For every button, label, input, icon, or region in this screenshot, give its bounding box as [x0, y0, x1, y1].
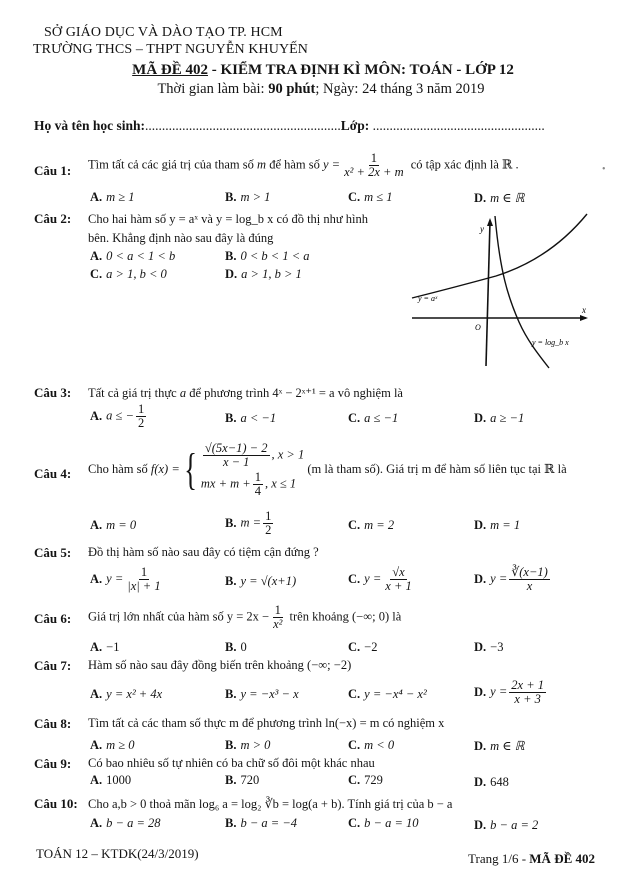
case-1 — [201, 442, 304, 469]
fraction — [136, 403, 146, 430]
option-d[interactable] — [474, 640, 503, 655]
condition: , x > 1 — [271, 447, 305, 462]
option-letter: A. — [90, 190, 103, 204]
numerator: 1 — [140, 565, 148, 579]
numerator: 1 — [137, 402, 145, 416]
student-name-blank[interactable]: .......................................................... — [145, 118, 341, 133]
variable: m — [257, 157, 267, 172]
y-axis-arrow-icon — [487, 218, 493, 226]
option-text: m = — [240, 515, 262, 530]
option-lhs: y = — [490, 684, 508, 699]
option-d[interactable] — [474, 775, 509, 790]
question-text: Đồ thị hàm số nào sau đây có tiệm cận đứng ? — [88, 545, 319, 559]
denominator: 2 — [265, 523, 272, 538]
exam-code: MÃ ĐỀ 402 — [132, 62, 208, 78]
student-name-label: Họ và tên học sinh: — [34, 118, 146, 133]
option-letter: C. — [348, 687, 361, 701]
footer-exam-code: MÃ ĐỀ 402 — [529, 851, 595, 866]
numerator: 1 — [370, 151, 377, 165]
option-letter: B. — [225, 816, 237, 830]
option-lhs: y = — [364, 571, 382, 586]
question-label: Câu 6: — [34, 611, 72, 626]
option-b[interactable] — [225, 687, 299, 702]
option-letter: B. — [225, 249, 237, 263]
option-text: y = √(x+1) — [240, 574, 297, 588]
option-text: y = x² + 4x — [106, 687, 163, 701]
option-letter: D. — [474, 518, 487, 532]
curve-label-exp: y = aˣ — [418, 294, 438, 303]
option-letter: D. — [474, 571, 487, 586]
question-text: Hàm số nào sau đây đồng biến trên khoảng (−∞; −2) — [88, 658, 352, 672]
option-letter: C. — [348, 640, 361, 654]
option-text: 0 < a < 1 < b — [106, 249, 176, 263]
option-c[interactable] — [348, 190, 393, 205]
option-letter: C. — [348, 190, 361, 204]
option-letter: D. — [474, 411, 487, 425]
class-label: Lớp: — [340, 118, 370, 133]
brace-icon: { — [183, 445, 197, 495]
origin-label: O — [475, 323, 481, 332]
option-c[interactable] — [348, 566, 416, 593]
option-a[interactable] — [90, 403, 148, 430]
numerator: 1 — [265, 509, 272, 523]
option-letter: C. — [348, 773, 361, 787]
option-c[interactable] — [348, 518, 394, 533]
fraction — [509, 566, 550, 593]
option-d[interactable] — [474, 566, 552, 593]
option-text: 648 — [490, 775, 509, 789]
option-text: a ≤ − — [106, 408, 134, 423]
numerator: 1 — [274, 603, 281, 617]
class-blank[interactable]: ................................................... — [369, 118, 545, 133]
denominator: x + 1 — [385, 579, 412, 594]
piecewise-cases — [201, 442, 304, 499]
numerator: 1 — [254, 470, 261, 485]
department-name: SỞ GIÁO DỤC VÀ DÀO TẠO TP. HCM — [44, 25, 283, 40]
option-a[interactable] — [90, 566, 165, 593]
option-letter: A. — [90, 249, 103, 263]
option-letter: A. — [90, 571, 103, 586]
option-text: m = 0 — [106, 518, 137, 532]
option-b[interactable] — [225, 738, 270, 753]
text: Tìm tất cả các giá trị của tham số — [88, 157, 258, 172]
option-letter: D. — [474, 739, 487, 753]
option-a[interactable] — [90, 518, 136, 533]
option-letter: C. — [348, 411, 361, 425]
option-c[interactable] — [348, 816, 419, 831]
option-d[interactable] — [474, 738, 525, 754]
footer-page-info — [468, 851, 595, 867]
text: để hàm số — [266, 157, 323, 172]
exam-title — [0, 62, 626, 79]
y-axis — [486, 222, 490, 366]
option-text: m ∈ ℝ — [490, 191, 525, 205]
option-text: m ≤ 1 — [364, 190, 393, 204]
numerator: √(5x−1) − 2 — [204, 441, 268, 455]
function-graph — [404, 212, 626, 374]
option-letter: C. — [348, 571, 361, 586]
option-letter: D. — [474, 640, 487, 654]
fraction — [253, 471, 263, 498]
option-text: y = −x⁴ − x² — [364, 687, 427, 701]
option-a[interactable] — [90, 190, 135, 205]
option-text: a < −1 — [240, 411, 277, 425]
time-label: Thời gian làm bài: — [157, 81, 269, 97]
option-c[interactable] — [348, 640, 377, 655]
page-number: Trang 1/6 - — [468, 851, 530, 866]
option-text: a ≤ −1 — [364, 411, 399, 425]
question-label: Câu 4: — [34, 466, 72, 481]
question-text: Cho a,b > 0 thoả mãn log₆ a = log₂ ∛b = log(a + b). Tính giá trị của b − a — [88, 797, 453, 811]
denominator: x² + 2x + m — [344, 165, 404, 180]
option-text: y = −x³ − x — [240, 687, 299, 701]
option-text: m > 0 — [240, 738, 271, 752]
option-letter: B. — [225, 411, 237, 425]
option-text: 729 — [364, 773, 383, 787]
option-d[interactable] — [474, 411, 524, 426]
option-text: −1 — [106, 640, 120, 654]
option-letter: C. — [348, 816, 361, 830]
option-letter: B. — [225, 574, 237, 588]
question-text — [88, 152, 519, 179]
option-letter: D. — [474, 775, 487, 789]
expression: mx + m + — [200, 476, 251, 491]
function-name: f(x) = — [150, 462, 180, 477]
text: có tập xác định là ℝ . — [407, 157, 519, 172]
fraction — [342, 152, 406, 179]
option-letter: B. — [225, 515, 237, 530]
question-text: Tìm tất cả các tham số thực m để phương trình ln(−x) = m có nghiệm x — [88, 716, 445, 730]
option-text: m = 2 — [364, 518, 395, 532]
question-text: Cho hai hàm số y = aˣ và y = log_b x có đồ thị như hình — [88, 212, 369, 226]
option-text: m = 1 — [490, 518, 521, 532]
x-axis-label: x — [582, 305, 586, 315]
option-b[interactable] — [225, 249, 310, 264]
denominator: 2 — [137, 416, 145, 431]
question-label: Câu 10: — [34, 796, 78, 811]
question-label: Câu 5: — [34, 545, 72, 560]
text: để phương trình 4ˣ − 2ˣ⁺¹ = a vô nghiệm là — [186, 386, 403, 400]
option-b[interactable] — [225, 816, 297, 831]
question-label: Câu 2: — [34, 211, 72, 226]
y-axis-label: y — [480, 224, 484, 234]
option-text: 720 — [240, 773, 260, 787]
x-axis-arrow-icon — [580, 315, 588, 321]
option-d[interactable] — [225, 267, 302, 282]
option-b[interactable] — [225, 773, 259, 788]
option-letter: D. — [474, 818, 487, 832]
denominator: |x| + 1 — [127, 579, 161, 594]
question-text — [88, 442, 567, 499]
option-d[interactable] — [474, 518, 520, 533]
fraction — [263, 510, 273, 537]
option-text: m < 0 — [364, 738, 395, 752]
option-letter: B. — [225, 190, 237, 204]
option-text: b − a = 28 — [106, 816, 161, 830]
option-text: m > 1 — [240, 190, 271, 204]
option-c[interactable] — [348, 687, 427, 702]
student-info-line — [34, 118, 545, 134]
option-text: −3 — [490, 640, 504, 654]
question-text — [88, 604, 401, 631]
option-letter: B. — [225, 640, 237, 654]
fraction — [383, 566, 413, 593]
question-label: Câu 7: — [34, 658, 72, 673]
option-letter: D. — [474, 684, 487, 699]
numerator: √x — [392, 565, 405, 579]
option-b[interactable] — [225, 190, 270, 205]
option-text: −2 — [364, 640, 378, 654]
option-text: a ≥ −1 — [490, 411, 525, 425]
text: trên khoảng (−∞; 0) là — [286, 609, 402, 624]
option-a[interactable] — [90, 773, 131, 788]
fraction — [203, 442, 270, 469]
exam-title-text: - KIỂM TRA ĐỊNH KÌ MÔN: TOÁN - LỚP 12 — [207, 62, 514, 78]
denominator: x − 1 — [222, 455, 250, 470]
option-a[interactable] — [90, 249, 175, 264]
option-letter: A. — [90, 518, 103, 532]
exam-date: ; Ngày: 24 tháng 3 năm 2019 — [315, 81, 485, 97]
option-b[interactable] — [225, 574, 296, 589]
option-d[interactable] — [474, 818, 538, 833]
question-text: bên. Khẳng định nào sau đây là đúng — [88, 231, 274, 245]
question-label: Câu 3: — [34, 385, 72, 400]
option-letter: A. — [90, 408, 103, 423]
option-letter: B. — [225, 687, 237, 701]
option-text: 0 — [240, 640, 247, 654]
text: Cho hàm số — [88, 462, 151, 477]
fraction — [509, 679, 546, 706]
option-text: m ≥ 0 — [106, 738, 135, 752]
exam-time-line — [0, 81, 626, 98]
question-text: Có bao nhiêu số tự nhiên có ba chữ số đôi một khác nhau — [88, 756, 375, 770]
option-b[interactable] — [225, 411, 276, 426]
question-label: Câu 1: — [34, 163, 72, 178]
question-text — [88, 385, 403, 401]
option-letter: C. — [90, 267, 103, 281]
option-c[interactable] — [348, 773, 383, 788]
option-text: m ≥ 1 — [106, 190, 135, 204]
fraction — [271, 604, 284, 631]
option-letter: D. — [474, 191, 487, 205]
option-letter: D. — [225, 267, 238, 281]
option-text: b − a = 10 — [364, 816, 419, 830]
option-text: b − a = −4 — [240, 816, 298, 830]
option-text: a > 1, b < 0 — [106, 267, 167, 281]
option-b[interactable] — [225, 640, 247, 655]
option-letter: A. — [90, 816, 103, 830]
variable: a — [179, 386, 187, 400]
option-text: 1000 — [106, 773, 132, 787]
option-text: m ∈ ℝ — [490, 739, 525, 753]
text: Giá trị lớn nhất của hàm số y = 2x − — [88, 609, 270, 624]
option-a[interactable] — [90, 640, 119, 655]
option-letter: B. — [225, 738, 237, 752]
denominator: 4 — [254, 484, 261, 499]
option-lhs: y = — [106, 571, 124, 586]
footer-course-label: TOÁN 12 – KTDK(24/3/2019) — [36, 846, 199, 861]
option-letter: A. — [90, 640, 103, 654]
option-d[interactable] — [474, 679, 548, 706]
option-a[interactable] — [90, 687, 162, 702]
option-text: 0 < b < 1 < a — [240, 249, 310, 263]
question-label: Câu 8: — [34, 716, 72, 731]
case-2 — [201, 471, 304, 498]
denominator: x — [526, 579, 533, 594]
option-text: b − a = 2 — [490, 818, 539, 832]
option-b[interactable] — [225, 510, 275, 537]
option-lhs: y = — [490, 571, 508, 586]
option-letter: A. — [90, 738, 103, 752]
option-a[interactable] — [90, 816, 161, 831]
curve-label-log: y = log_b x — [532, 338, 569, 347]
time-value: 90 phút — [268, 81, 316, 97]
denominator: x² — [273, 617, 283, 632]
numerator: 2x + 1 — [511, 678, 544, 692]
fraction — [125, 566, 162, 593]
school-name: TRƯỜNG THCS – THPT NGUYỄN KHUYẾN — [33, 42, 309, 57]
option-letter: A. — [90, 773, 103, 787]
option-text: a > 1, b > 1 — [241, 267, 302, 281]
option-letter: A. — [90, 687, 103, 701]
option-c[interactable] — [90, 267, 167, 282]
option-d[interactable] — [474, 190, 525, 206]
option-c[interactable] — [348, 411, 398, 426]
option-letter: C. — [348, 738, 361, 752]
option-a[interactable] — [90, 738, 135, 753]
text: (m là tham số). Giá trị m để hàm số liên tục tại ℝ là — [304, 462, 567, 477]
text: Tất cả giá trị thực — [88, 386, 180, 400]
question-label: Câu 9: — [34, 756, 72, 771]
formula-lhs: y = — [323, 157, 341, 172]
stray-mark: • — [602, 164, 606, 175]
condition: , x ≤ 1 — [265, 476, 297, 491]
option-letter: C. — [348, 518, 361, 532]
option-c[interactable] — [348, 738, 394, 753]
numerator: ∛(x−1) — [511, 565, 548, 579]
denominator: x + 3 — [514, 692, 541, 707]
option-letter: B. — [225, 773, 237, 787]
